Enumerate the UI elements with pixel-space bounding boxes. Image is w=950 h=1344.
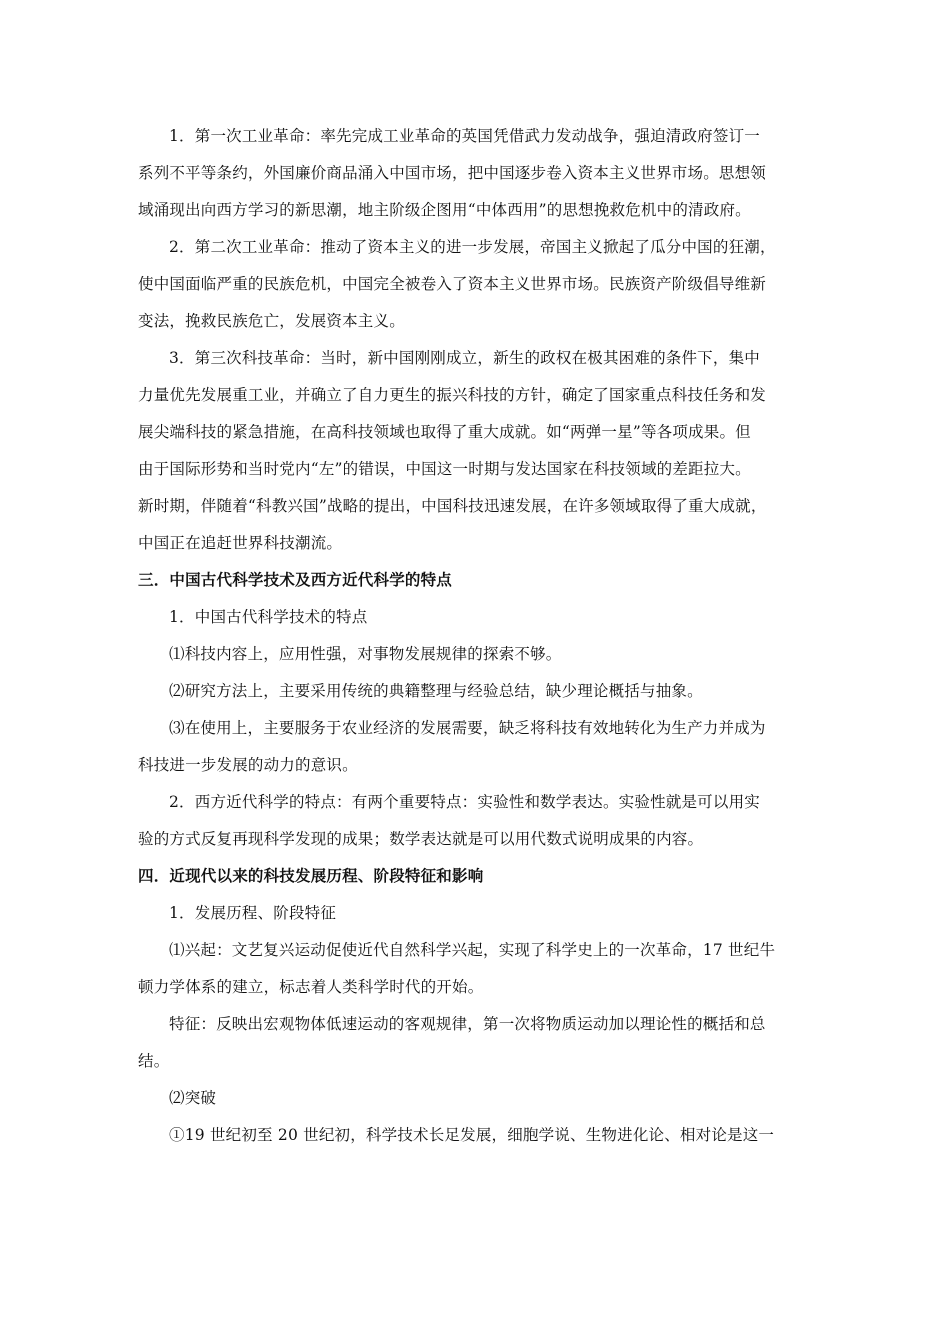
paragraph-line: 1．中国古代科学技术的特点 <box>169 608 368 626</box>
paragraph-line: 3．第三次科技革命：当时，新中国刚刚成立，新生的政权在极其困难的条件下，集中 <box>169 349 760 367</box>
paragraph-line: 验的方式反复再现科学发现的成果；数学表达就是可以用代数式说明成果的内容。 <box>138 830 704 848</box>
paragraph-line: 2．西方近代科学的特点：有两个重要特点：实验性和数学表达。实验性就是可以用实 <box>169 793 760 811</box>
paragraph-line: ⑵突破 <box>169 1089 217 1107</box>
paragraph-line: 科技进一步发展的动力的意识。 <box>138 756 358 774</box>
paragraph-line: ⑴科技内容上，应用性强，对事物发展规律的探索不够。 <box>169 645 562 663</box>
paragraph-line: 由于国际形势和当时党内“左”的错误，中国这一时期与发达国家在科技领域的差距拉大。 <box>138 460 751 478</box>
paragraph-line: 2．第二次工业革命：推动了资本主义的进一步发展，帝国主义掀起了瓜分中国的狂潮， <box>169 238 776 256</box>
paragraph-line: ⑶在使用上，主要服务于农业经济的发展需要，缺乏将科技有效地转化为生产力并成为 <box>169 719 766 737</box>
paragraph-line: 域涌现出向西方学习的新思潮，地主阶级企图用“中体西用”的思想挽救危机中的清政府。 <box>138 201 751 219</box>
paragraph-line: 新时期，伴随着“科教兴国”战略的提出，中国科技迅速发展，在许多领域取得了重大成就， <box>138 497 767 515</box>
paragraph-line: 中国正在追赶世界科技潮流。 <box>138 534 343 552</box>
paragraph-line: 变法，挽救民族危亡，发展资本主义。 <box>138 312 405 330</box>
paragraph-line: 力量优先发展重工业，并确立了自力更生的振兴科技的方针，确定了国家重点科技任务和发 <box>138 386 767 404</box>
paragraph-line: 1．发展历程、阶段特征 <box>169 904 337 922</box>
paragraph-line: 特征：反映出宏观物体低速运动的客观规律，第一次将物质运动加以理论性的概括和总 <box>169 1015 766 1033</box>
paragraph-line: 结。 <box>138 1052 170 1070</box>
paragraph-line: ⑵研究方法上，主要采用传统的典籍整理与经验总结，缺少理论概括与抽象。 <box>169 682 703 700</box>
paragraph-line: ⑴兴起：文艺复兴运动促使近代自然科学兴起，实现了科学史上的一次革命，17 世纪牛 <box>169 941 776 959</box>
paragraph-line: 1．第一次工业革命：率先完成工业革命的英国凭借武力发动战争，强迫清政府签订一 <box>169 127 760 145</box>
section-heading: 四．近现代以来的科技发展历程、阶段特征和影响 <box>138 866 484 885</box>
paragraph-line: 系列不平等条约，外国廉价商品涌入中国市场，把中国逐步卷入资本主义世界市场。思想领 <box>138 164 767 182</box>
paragraph-line: 使中国面临严重的民族危机，中国完全被卷入了资本主义世界市场。民族资产阶级倡导维新 <box>138 275 767 293</box>
paragraph-line: 顿力学体系的建立，标志着人类科学时代的开始。 <box>138 978 484 996</box>
paragraph-line: 展尖端科技的紧急措施，在高科技领域也取得了重大成就。如“两弹一星”等各项成果。但 <box>138 423 751 441</box>
paragraph-line: ①19 世纪初至 20 世纪初，科学技术长足发展，细胞学说、生物进化论、相对论是这一 <box>169 1126 775 1144</box>
section-heading: 三．中国古代科学技术及西方近代科学的特点 <box>138 570 453 589</box>
